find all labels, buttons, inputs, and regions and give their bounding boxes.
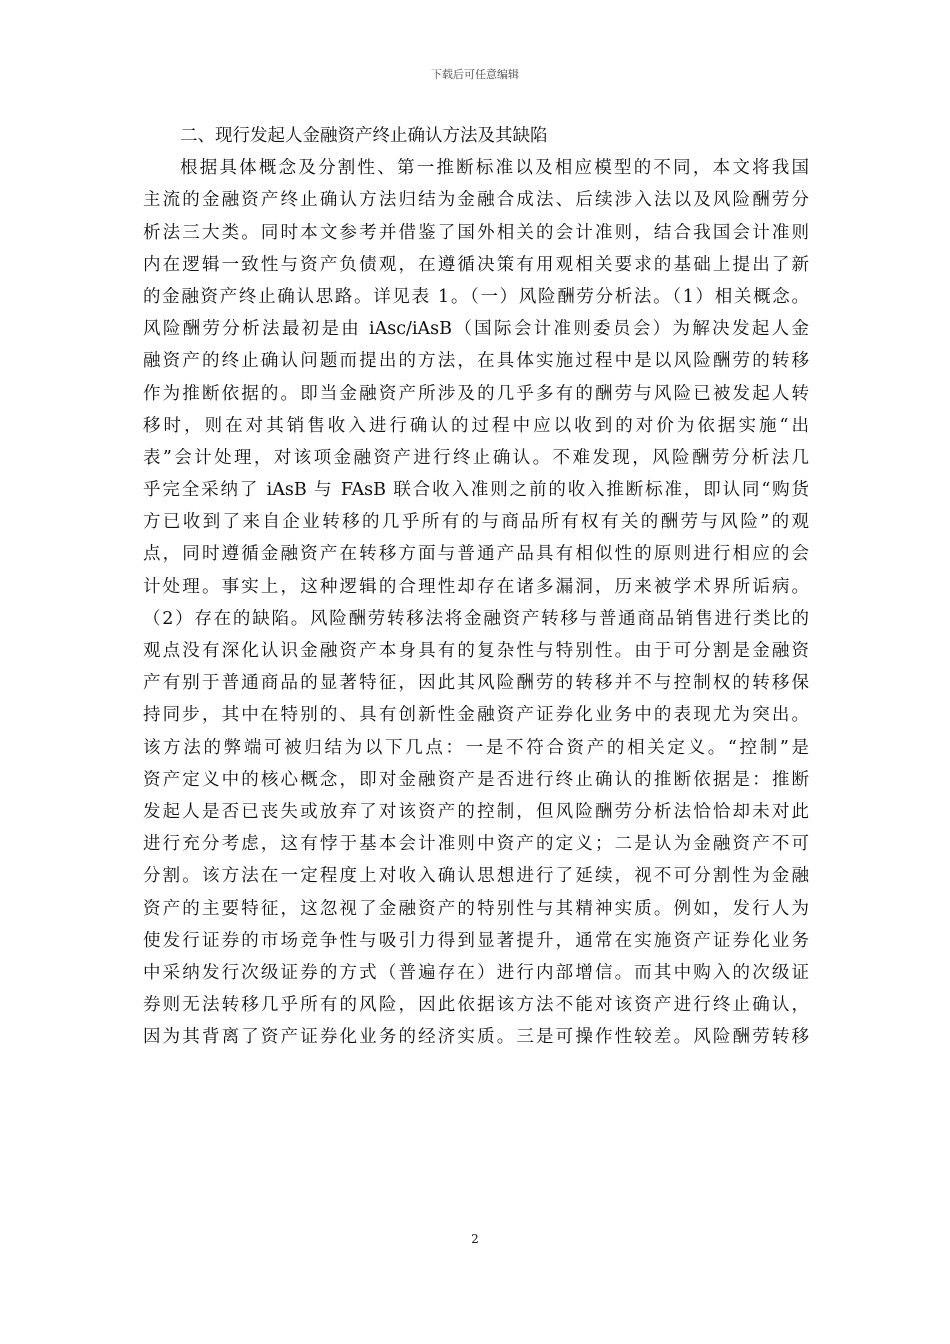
paragraph-line: 析法三大类。同时本文参考并借鉴了国外相关的会计准则，结合我国会计准则	[143, 222, 809, 243]
paragraph-line: 券则无法转移几乎所有的风险，因此依据该方法不能对该资产进行终止确认，	[143, 995, 809, 1016]
paragraph-line: 分割。该方法在一定程度上对收入确认思想进行了延续，视不可分割性为金融	[143, 866, 809, 887]
section-heading: 二、现行发起人金融资产终止确认方法及其缺陷	[180, 126, 548, 146]
paragraph-line: 因为其背离了资产证券化业务的经济实质。三是可操作性较差。风险酬劳转移	[143, 1027, 809, 1048]
paragraph-line: 根据具体概念及分割性、第一推断标准以及相应模型的不同，本文将我国	[180, 158, 809, 179]
paragraph-line: 持同步，其中在特别的、具有创新性金融资产证券化业务中的表现尤为突出。	[143, 705, 809, 726]
paragraph-line: 资产定义中的核心概念，即对金融资产是否进行终止确认的推断依据是：推断	[143, 769, 809, 790]
paragraph-line: 使发行证券的市场竞争性与吸引力得到显著提升，通常在实施资产证券化业务	[143, 930, 809, 951]
page-header-note: 下载后可任意编辑	[431, 68, 519, 81]
paragraph-line: 表”会计处理，对该项金融资产进行终止确认。不难发现，风险酬劳分析法几	[143, 447, 809, 468]
paragraph-line: 风险酬劳分析法最初是由 iAsc/iAsB（国际会计准则委员会）为解决发起人金	[143, 319, 809, 340]
paragraph-line: 进行充分考虑，这有悖于基本会计准则中资产的定义；二是认为金融资产不可	[143, 834, 809, 855]
paragraph-line: 该方法的弊端可被归结为以下几点：一是不符合资产的相关定义。“控制”是	[143, 737, 809, 758]
paragraph-line: 内在逻辑一致性与资产负债观，在遵循决策有用观相关要求的基础上提出了新	[143, 254, 809, 275]
paragraph-line: 点，同时遵循金融资产在转移方面与普通产品具有相似性的原则进行相应的会	[143, 544, 809, 565]
document-body	[143, 120, 809, 1053]
paragraph-line: 作为推断依据的。即当金融资产所涉及的几乎多有的酬劳与风险已被发起人转	[143, 383, 809, 404]
paragraph-line: 资产的主要特征，这忽视了金融资产的特别性与其精神实质。例如，发行人为	[143, 898, 809, 919]
paragraph-line: 计处理。事实上，这种逻辑的合理性却存在诸多漏洞，历来被学术界所诟病。	[143, 576, 809, 597]
paragraph-line: 中采纳发行次级证券的方式（普遍存在）进行内部增信。而其中购入的次级证	[143, 962, 809, 983]
paragraph-line: 乎完全采纳了 iAsB 与 FAsB 联合收入准则之前的收入推断标准，即认同“购货	[143, 480, 809, 501]
paragraph-line: 方已收到了来自企业转移的几乎所有的与商品所有权有关的酬劳与风险”的观	[143, 512, 809, 533]
paragraph-line: 观点没有深化认识金融资产本身具有的复杂性与特别性。由于可分割是金融资	[143, 641, 809, 661]
paragraph-line: 发起人是否已丧失或放弃了对该资产的控制，但风险酬劳分析法恰恰却未对此	[143, 801, 809, 822]
paragraph-line: 产有别于普通商品的显著特征，因此其风险酬劳的转移并不与控制权的转移保	[143, 673, 809, 694]
paragraph-line: （2）存在的缺陷。风险酬劳转移法将金融资产转移与普通商品销售进行类比的	[143, 608, 809, 629]
paragraph-line: 主流的金融资产终止确认方法归结为金融合成法、后续涉入法以及风险酬劳分	[143, 190, 809, 211]
paragraph-line: 的金融资产终止确认思路。详见表 1。（一）风险酬劳分析法。（1）相关概念。	[143, 286, 809, 307]
page-number: 2	[471, 1232, 479, 1246]
paragraph-line: 移时，则在对其销售收入进行确认的过程中应以收到的对价为依据实施“出	[143, 415, 809, 436]
paragraph-line: 融资产的终止确认问题而提出的方法，在具体实施过程中是以风险酬劳的转移	[143, 351, 809, 372]
